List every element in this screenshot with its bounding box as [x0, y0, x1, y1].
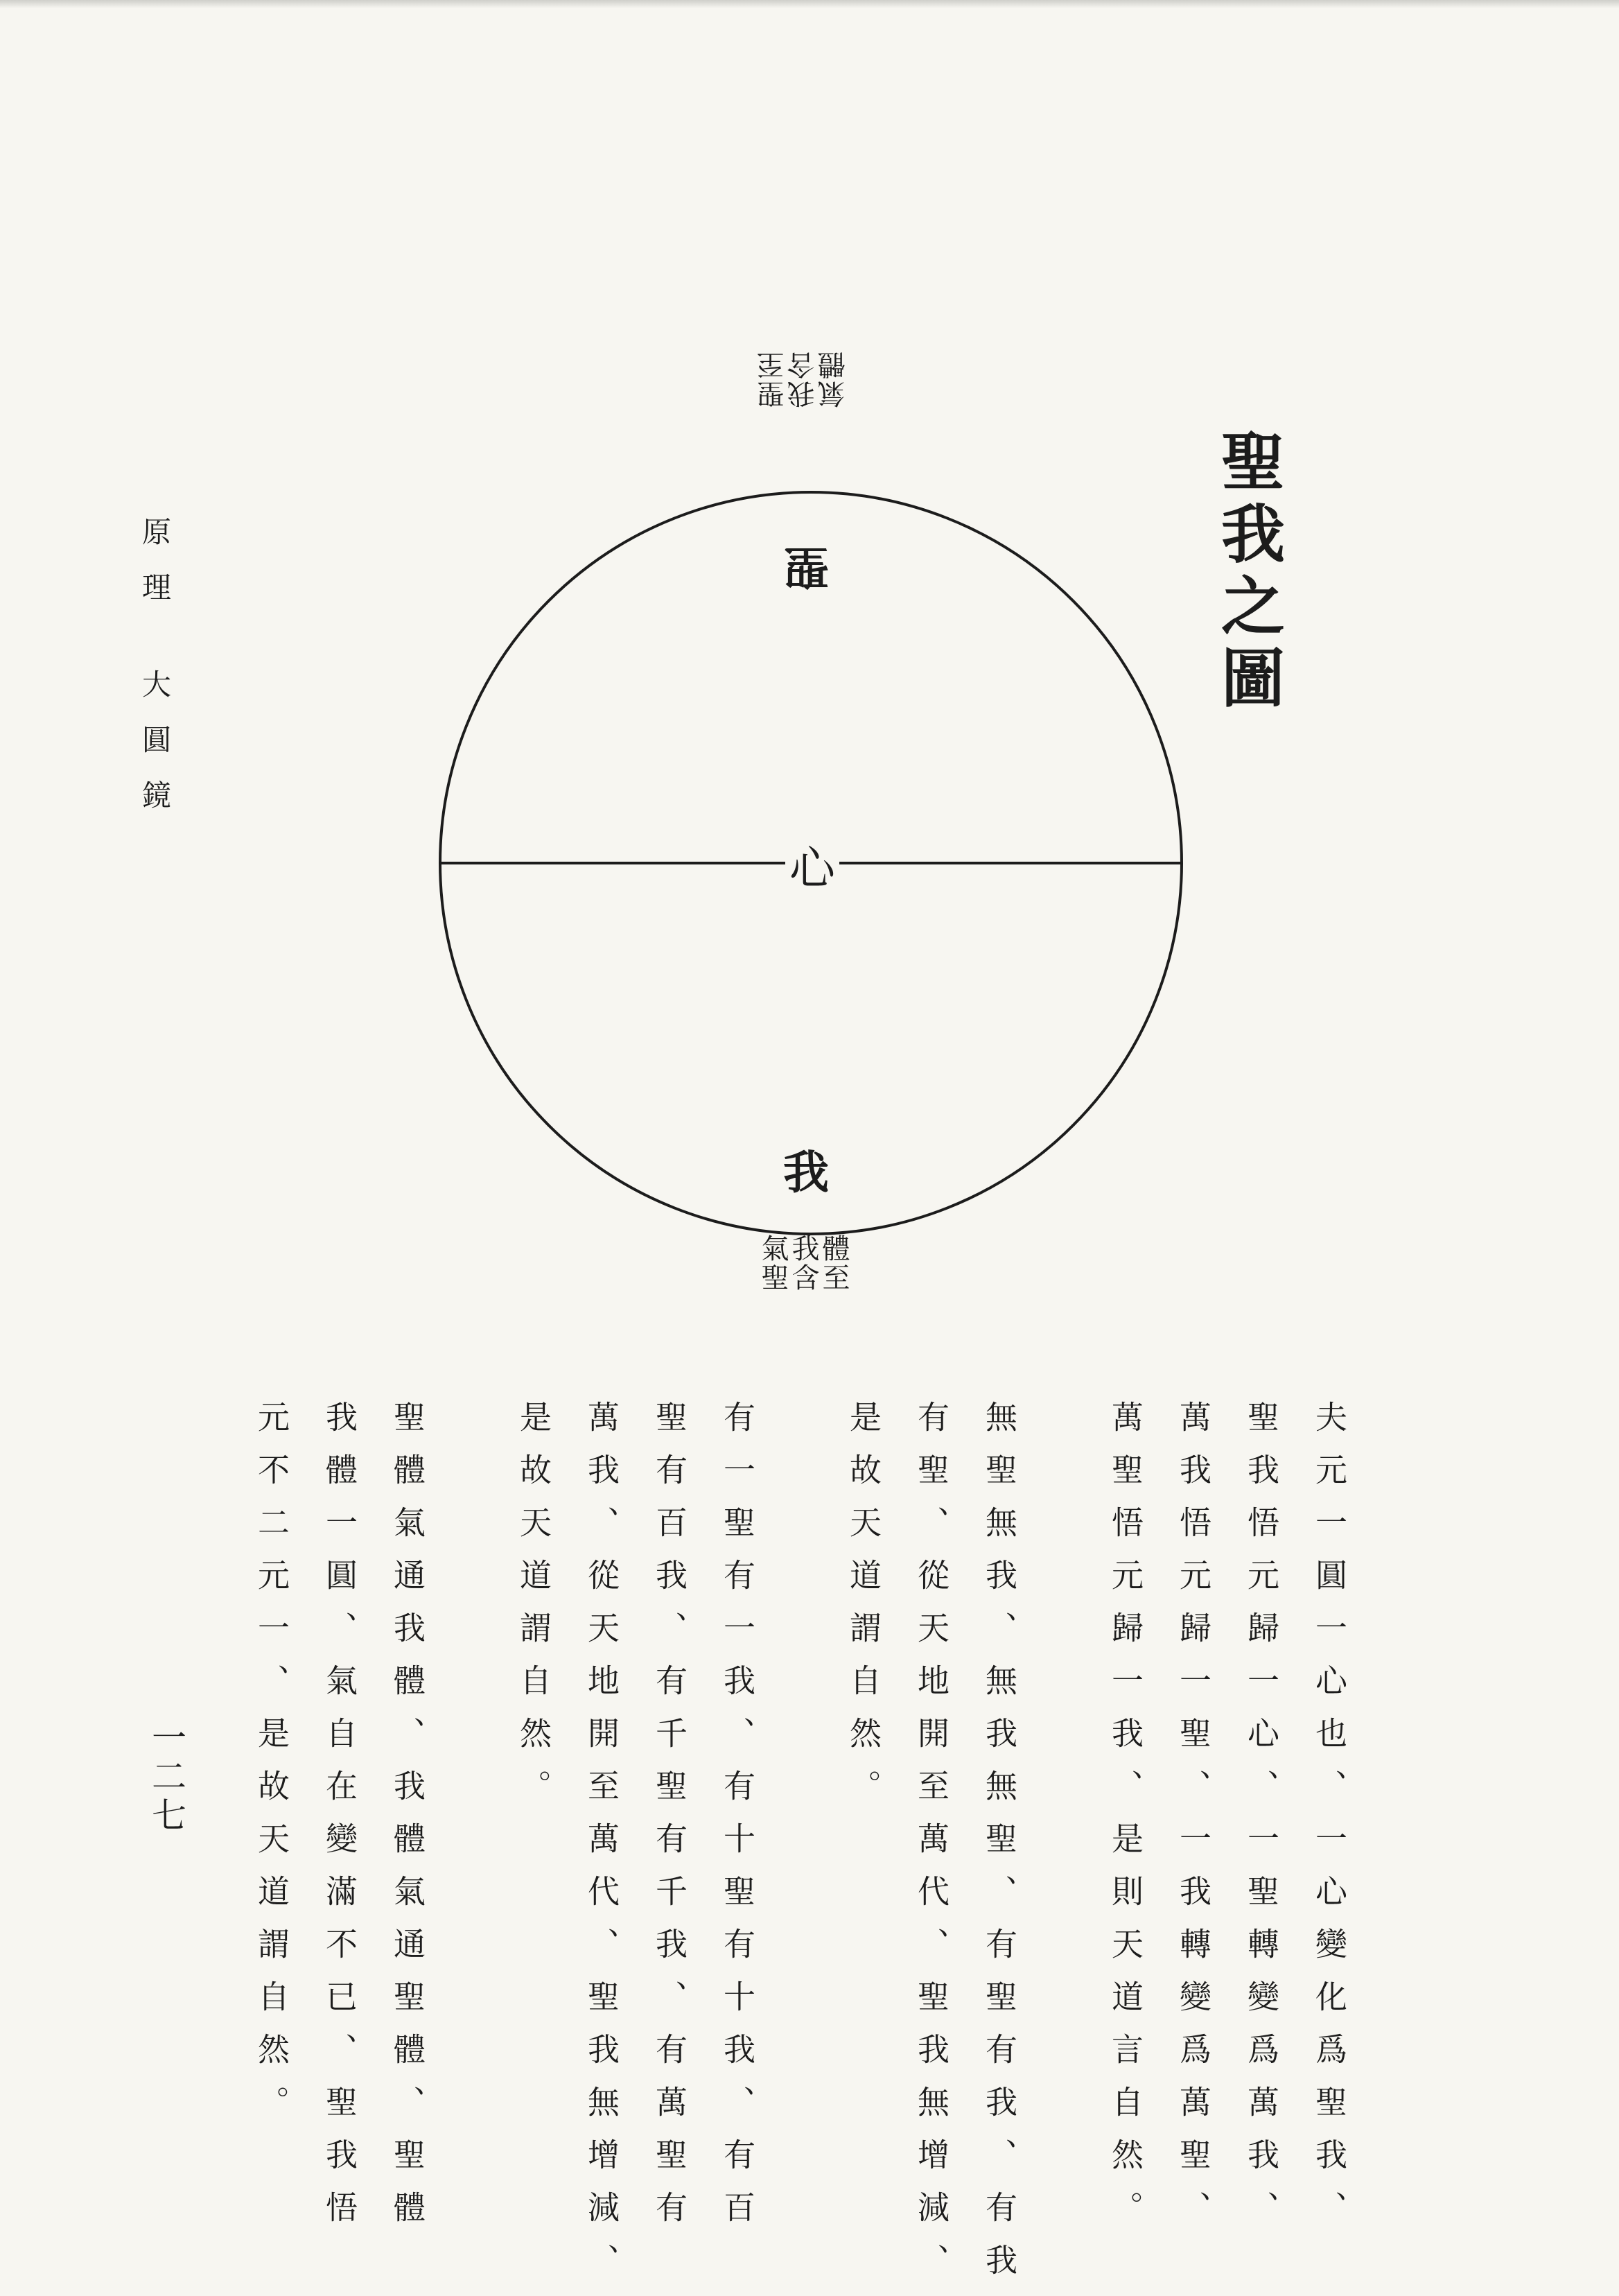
- bottom-caption-line: 氣聖: [757, 1234, 789, 1292]
- text-line: 聖我悟元歸一心、一聖轉變爲萬我、: [1243, 1400, 1280, 2243]
- running-head-part2: 大圓鏡: [138, 669, 172, 835]
- text-line: 無聖無我、無我無聖、有聖有我、有我: [981, 1400, 1018, 2296]
- label-sei: 聖: [783, 540, 829, 594]
- label-kokoro: 心: [785, 846, 839, 892]
- text-line: 聖有百我、有千聖有千我、有萬聖有: [651, 1400, 688, 2243]
- text-line: 有聖、從天地開至萬代、聖我無增減、: [913, 1400, 950, 2296]
- diagram-bottom-caption: [759, 1234, 848, 1292]
- text-line: 是故天道謂自然。: [845, 1400, 882, 1822]
- text-line: 我體一圓、氣自在變滿不已、聖我悟: [321, 1400, 358, 2243]
- text-line: 萬我、從天地開至萬代、聖我無增減、: [583, 1400, 620, 2296]
- top-caption-line: 聖至: [757, 350, 789, 408]
- running-head: [138, 516, 172, 835]
- text-line: 萬我悟元歸一聖、一我轉變爲萬聖、: [1175, 1400, 1212, 2243]
- scan-edge: [0, 0, 1619, 8]
- text-line: 夫元一圓一心也、一心變化爲聖我、: [1311, 1400, 1348, 2243]
- running-head-part1: 原理: [138, 516, 172, 627]
- label-ga: 我: [783, 1145, 829, 1199]
- bottom-caption-line: 體至: [818, 1234, 850, 1292]
- text-line: 萬聖悟元歸一我、是則天道言自然。: [1107, 1400, 1144, 2243]
- sei-ga-diagram: [416, 478, 1199, 1248]
- text-line: 是故天道謂自然。: [515, 1400, 552, 1822]
- text-line: 元不二元一、是故天道謂自然。: [253, 1400, 290, 2138]
- figure-title: 聖我之圖: [1211, 428, 1286, 717]
- page-number: 一二七: [146, 1719, 186, 1836]
- diagram-top-caption: [759, 350, 848, 408]
- bottom-caption-line: 我含: [787, 1234, 819, 1292]
- top-caption-line: 氣體: [818, 350, 850, 408]
- top-caption-line: 我含: [787, 350, 819, 408]
- text-line: 有一聖有一我、有十聖有十我、有百: [719, 1400, 756, 2243]
- text-line: 聖體氣通我體、我體氣通聖體、聖體: [389, 1400, 426, 2243]
